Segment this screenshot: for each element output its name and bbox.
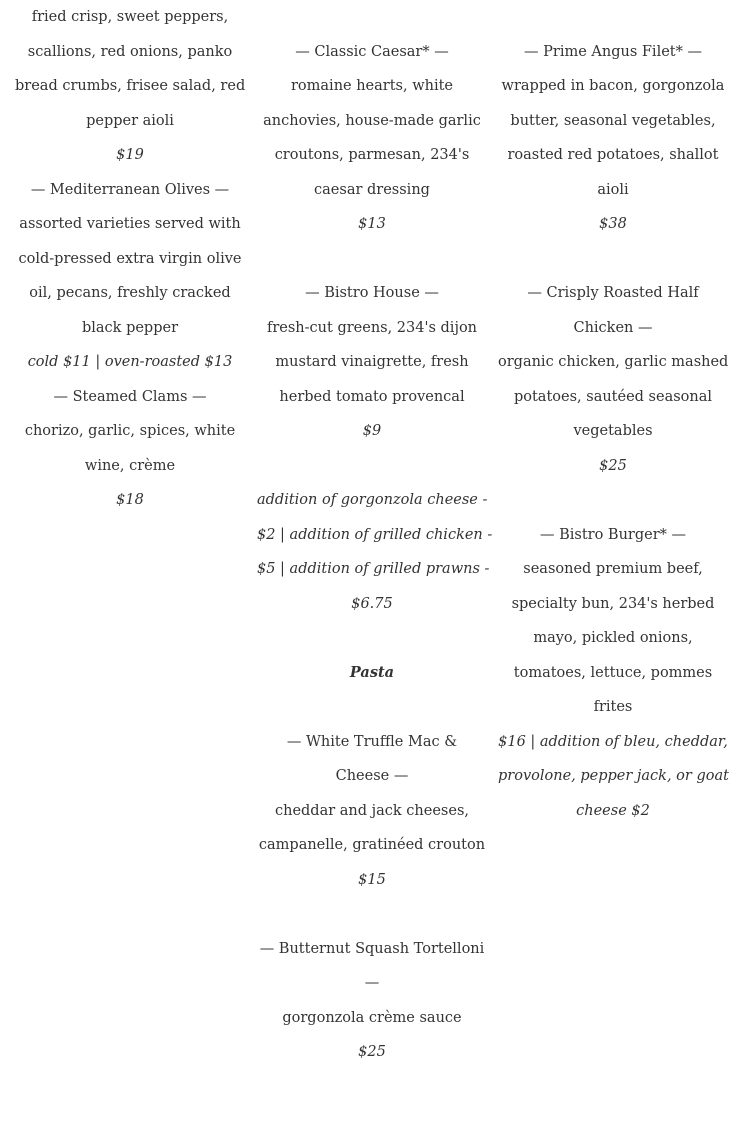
item-price: provolone, pepper jack, or goat xyxy=(498,768,729,784)
item-price: $25 xyxy=(599,457,627,474)
item-title: Chicken — xyxy=(573,319,653,336)
item-desc-line: roasted red potatoes, shallot xyxy=(507,147,719,163)
menu-item-white-truffle-mac xyxy=(257,725,487,898)
item-title: Cheese — xyxy=(335,768,409,784)
item-desc-line: assorted varieties served with xyxy=(19,216,241,232)
item-desc-line: herbed tomato provencal xyxy=(279,388,465,405)
item-price: $18 xyxy=(116,492,144,508)
item-desc-line: bread crumbs, frisee salad, red xyxy=(15,78,246,94)
item-desc-line: wrapped in bacon, gorgonzola xyxy=(501,78,725,94)
item-desc-line: fresh-cut greens, 234's dijon xyxy=(266,319,478,336)
item-desc-line: anchovies, house-made garlic xyxy=(263,112,481,129)
additions-line: $6.75 xyxy=(351,595,393,612)
item-desc-line: organic chicken, garlic mashed xyxy=(498,354,729,370)
item-title: — Crisply Roasted Half xyxy=(527,285,699,301)
item-desc-line: caesar dressing xyxy=(314,181,430,198)
item-desc-line: pepper aioli xyxy=(86,112,174,129)
item-title: — Steamed Clams — xyxy=(53,388,207,405)
item-desc-line: specialty bun, 234's herbed xyxy=(511,595,715,612)
menu-item-lead xyxy=(15,0,245,173)
menu-column-2 xyxy=(257,0,493,1070)
item-price: $38 xyxy=(599,216,627,232)
item-desc-line: oil, pecans, freshly cracked xyxy=(29,285,231,301)
item-desc-line: tomatoes, lettuce, pommes xyxy=(513,664,713,681)
item-desc-line: butter, seasonal vegetables, xyxy=(510,112,716,129)
item-desc-line: gorgonzola crème sauce xyxy=(282,1009,462,1026)
item-title: — Bistro House — xyxy=(305,285,439,301)
menu-item-mediterranean-olives xyxy=(15,173,245,380)
item-price: $9 xyxy=(362,423,382,439)
item-title: — Butternut Squash Tortelloni xyxy=(259,940,485,957)
item-price: cold $11 | oven-roasted $13 xyxy=(27,354,233,370)
item-title: — Classic Caesar* — xyxy=(295,43,449,60)
item-title: — Prime Angus Filet* — xyxy=(524,43,702,60)
item-desc-line: frites xyxy=(593,699,633,715)
item-desc-line: cheddar and jack cheeses, xyxy=(274,802,469,819)
item-desc-line: mustard vinaigrette, fresh xyxy=(275,354,469,370)
menu-item-butternut-squash-tortelloni xyxy=(257,932,487,1070)
item-desc-line: romaine hearts, white xyxy=(291,78,453,94)
item-desc-line: black pepper xyxy=(81,319,179,336)
item-price: $13 xyxy=(358,216,386,232)
additions-line: $5 | addition of grilled prawns - xyxy=(257,561,490,577)
item-price: $16 | addition of bleu, cheddar, xyxy=(498,733,728,750)
menu-item-bistro-burger xyxy=(498,518,728,829)
item-desc-line: seasoned premium beef, xyxy=(523,561,703,577)
item-desc-line: chorizo, garlic, spices, white xyxy=(24,423,236,439)
item-desc-line: fried crisp, sweet peppers, xyxy=(31,9,229,25)
section-heading-pasta: Pasta xyxy=(349,663,395,681)
item-desc-line: campanelle, gratinéed crouton xyxy=(258,837,486,853)
item-desc-line: potatoes, sautéed seasonal xyxy=(513,388,713,405)
menu-item-steamed-clams xyxy=(15,380,245,518)
menu-column-1 xyxy=(15,0,245,518)
item-price: $15 xyxy=(358,871,386,888)
menu-item-bistro-house xyxy=(257,276,487,449)
item-price: cheese $2 xyxy=(576,802,650,819)
menu-column-3 xyxy=(498,0,728,828)
salad-additions xyxy=(257,483,493,621)
item-desc-line: aioli xyxy=(597,181,629,198)
item-title: — xyxy=(364,975,380,991)
item-desc-line: scallions, red onions, panko xyxy=(27,43,233,60)
item-title: — White Truffle Mac & xyxy=(286,733,458,750)
item-desc-line: mayo, pickled onions, xyxy=(533,630,693,646)
additions-line: addition of gorgonzola cheese - xyxy=(257,492,488,508)
menu-item-prime-angus-filet xyxy=(498,35,728,242)
item-title: — Mediterranean Olives — xyxy=(30,181,230,198)
item-title: — Bistro Burger* — xyxy=(539,526,687,543)
additions-line: $2 | addition of grilled chicken - xyxy=(257,526,493,543)
item-desc-line: vegetables xyxy=(573,423,653,439)
item-desc-line: croutons, parmesan, 234's xyxy=(274,147,470,163)
item-desc-line: cold-pressed extra virgin olive xyxy=(18,250,242,267)
item-price: $25 xyxy=(358,1044,386,1060)
item-price: $19 xyxy=(116,147,144,163)
menu-item-crisply-roasted-half-chicken xyxy=(498,276,728,483)
item-desc-line: wine, crème xyxy=(84,457,176,474)
menu-item-classic-caesar xyxy=(257,35,487,242)
